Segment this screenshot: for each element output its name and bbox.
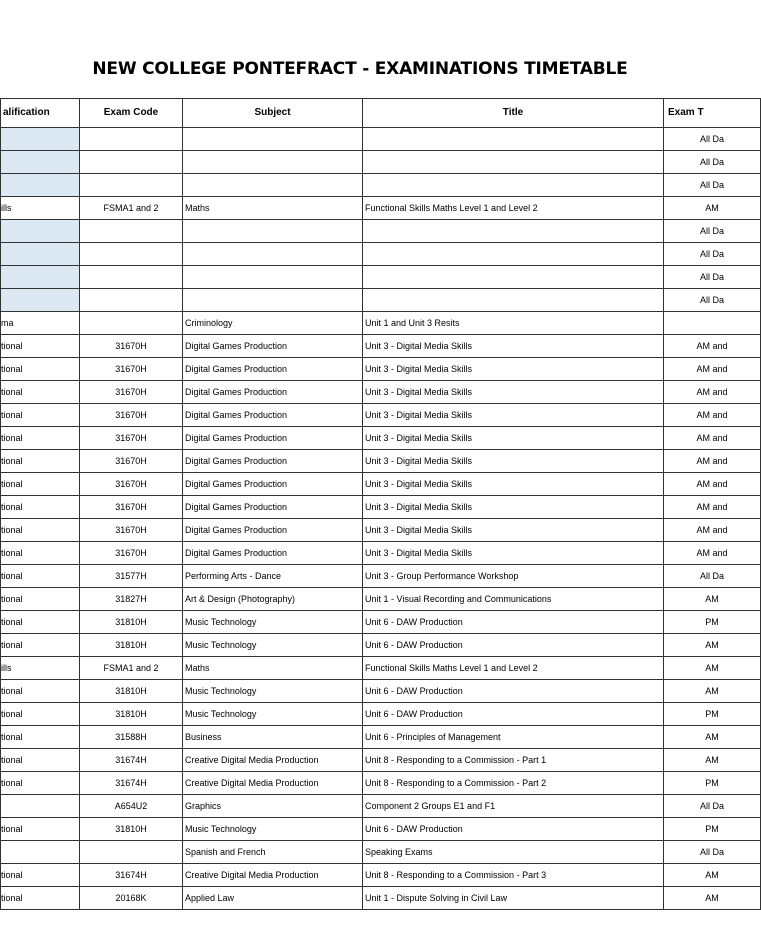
cell-qualification [1,220,80,243]
cell-title [363,128,664,151]
cell-qualification: tional [1,381,80,404]
cell-title: Functional Skills Maths Level 1 and Level 2 [363,197,664,220]
table-row [1,450,761,473]
cell-subject [183,243,363,266]
cell-qualification [1,174,80,197]
table-row [1,680,761,703]
table-row [1,289,761,312]
cell-exam-code: 31670H [80,381,183,404]
cell-exam-code: 31810H [80,634,183,657]
table-row [1,496,761,519]
cell-exam-code: 31827H [80,588,183,611]
table-row [1,703,761,726]
cell-qualification [1,795,80,818]
cell-exam-code: 31674H [80,772,183,795]
header-subject: Subject [183,99,363,128]
table-row [1,174,761,197]
cell-exam-code: 31670H [80,519,183,542]
cell-title: Unit 6 - DAW Production [363,818,664,841]
cell-subject: Business [183,726,363,749]
cell-exam-time: All Da [664,841,761,864]
table-row [1,220,761,243]
cell-exam-code: 31670H [80,542,183,565]
cell-exam-code: 31674H [80,749,183,772]
cell-qualification: tional [1,404,80,427]
cell-title [363,220,664,243]
cell-title: Unit 6 - DAW Production [363,703,664,726]
cell-qualification [1,151,80,174]
cell-title: Unit 3 - Digital Media Skills [363,542,664,565]
table-row [1,404,761,427]
cell-qualification: tional [1,427,80,450]
cell-qualification: tional [1,542,80,565]
cell-exam-time: PM [664,772,761,795]
cell-subject: Digital Games Production [183,427,363,450]
cell-exam-code: 31810H [80,680,183,703]
cell-subject: Music Technology [183,634,363,657]
table-row [1,565,761,588]
cell-exam-code [80,174,183,197]
cell-subject [183,289,363,312]
cell-title: Unit 3 - Digital Media Skills [363,427,664,450]
cell-exam-time: AM [664,588,761,611]
table-row [1,358,761,381]
cell-title [363,174,664,197]
cell-subject [183,128,363,151]
cell-exam-code: 31670H [80,404,183,427]
cell-title: Unit 6 - Principles of Management [363,726,664,749]
cell-exam-time: AM [664,634,761,657]
cell-subject: Performing Arts - Dance [183,565,363,588]
table-row [1,128,761,151]
cell-exam-time: All Da [664,128,761,151]
cell-exam-code [80,220,183,243]
cell-exam-time: AM and [664,404,761,427]
cell-exam-code: A654U2 [80,795,183,818]
table-row [1,266,761,289]
cell-exam-time: AM and [664,450,761,473]
cell-qualification: tional [1,887,80,910]
cell-subject: Digital Games Production [183,542,363,565]
cell-exam-time: All Da [664,151,761,174]
cell-title: Unit 1 and Unit 3 Resits [363,312,664,335]
cell-subject: Creative Digital Media Production [183,864,363,887]
cell-title: Unit 8 - Responding to a Commission - Part 3 [363,864,664,887]
table-row [1,243,761,266]
cell-exam-time: AM and [664,335,761,358]
cell-title: Unit 3 - Group Performance Workshop [363,565,664,588]
cell-qualification: ills [1,657,80,680]
cell-qualification: tional [1,565,80,588]
cell-exam-time: AM and [664,358,761,381]
cell-exam-code: 31810H [80,703,183,726]
cell-exam-time: AM and [664,473,761,496]
cell-subject: Digital Games Production [183,381,363,404]
cell-subject: Digital Games Production [183,473,363,496]
cell-subject: Criminology [183,312,363,335]
cell-subject [183,220,363,243]
cell-qualification: tional [1,473,80,496]
cell-qualification [1,128,80,151]
cell-qualification: tional [1,634,80,657]
cell-exam-code [80,312,183,335]
cell-title [363,289,664,312]
cell-exam-code: 31670H [80,473,183,496]
cell-exam-code: 31670H [80,335,183,358]
cell-subject: Digital Games Production [183,450,363,473]
table-row [1,795,761,818]
cell-qualification: ills [1,197,80,220]
table-row [1,381,761,404]
cell-subject: Digital Games Production [183,335,363,358]
cell-qualification: tional [1,864,80,887]
table-row [1,864,761,887]
cell-title: Component 2 Groups E1 and F1 [363,795,664,818]
cell-exam-code: FSMA1 and 2 [80,197,183,220]
cell-exam-time: AM [664,749,761,772]
cell-qualification: tional [1,335,80,358]
cell-exam-code: 31670H [80,427,183,450]
header-title: Title [363,99,664,128]
cell-title: Unit 1 - Visual Recording and Communications [363,588,664,611]
cell-exam-time: All Da [664,243,761,266]
cell-qualification: tional [1,450,80,473]
cell-exam-code [80,128,183,151]
cell-qualification [1,266,80,289]
cell-qualification: tional [1,611,80,634]
cell-title: Unit 3 - Digital Media Skills [363,404,664,427]
table-row [1,657,761,680]
cell-subject: Maths [183,657,363,680]
cell-qualification: tional [1,588,80,611]
table-row [1,473,761,496]
cell-qualification: tional [1,726,80,749]
cell-exam-code: 31670H [80,358,183,381]
cell-title: Unit 6 - DAW Production [363,680,664,703]
table-row [1,427,761,450]
table-row [1,818,761,841]
cell-title [363,151,664,174]
cell-subject: Graphics [183,795,363,818]
cell-title: Unit 6 - DAW Production [363,634,664,657]
cell-exam-code: FSMA1 and 2 [80,657,183,680]
table-row [1,634,761,657]
header-row [1,99,761,128]
cell-exam-time: All Da [664,289,761,312]
table-row [1,335,761,358]
cell-title: Functional Skills Maths Level 1 and Level 2 [363,657,664,680]
cell-exam-code [80,243,183,266]
cell-subject: Creative Digital Media Production [183,749,363,772]
cell-title: Speaking Exams [363,841,664,864]
cell-subject: Music Technology [183,680,363,703]
cell-exam-time: AM and [664,427,761,450]
cell-exam-time: AM and [664,519,761,542]
cell-exam-code: 31577H [80,565,183,588]
cell-title: Unit 3 - Digital Media Skills [363,450,664,473]
table-row [1,841,761,864]
cell-exam-time: AM and [664,542,761,565]
cell-exam-time: All Da [664,266,761,289]
cell-subject [183,174,363,197]
table-row [1,749,761,772]
cell-qualification: tional [1,703,80,726]
cell-exam-code: 20168K [80,887,183,910]
cell-exam-time: All Da [664,565,761,588]
table-row [1,588,761,611]
cell-exam-time: PM [664,818,761,841]
cell-exam-code: 31810H [80,818,183,841]
cell-subject: Music Technology [183,703,363,726]
cell-exam-time: AM and [664,496,761,519]
table-row [1,312,761,335]
cell-qualification: tional [1,519,80,542]
cell-subject: Digital Games Production [183,404,363,427]
cell-exam-time: PM [664,703,761,726]
cell-qualification: tional [1,772,80,795]
cell-subject: Music Technology [183,818,363,841]
cell-title: Unit 3 - Digital Media Skills [363,496,664,519]
cell-title: Unit 3 - Digital Media Skills [363,335,664,358]
cell-qualification: tional [1,496,80,519]
cell-exam-time: All Da [664,220,761,243]
cell-exam-time: AM [664,657,761,680]
table-row [1,151,761,174]
table-row [1,611,761,634]
cell-title: Unit 3 - Digital Media Skills [363,519,664,542]
cell-exam-time: PM [664,611,761,634]
cell-exam-code: 31810H [80,611,183,634]
cell-exam-time: AM [664,887,761,910]
cell-title: Unit 3 - Digital Media Skills [363,381,664,404]
cell-subject: Digital Games Production [183,496,363,519]
cell-exam-time: All Da [664,174,761,197]
cell-subject: Applied Law [183,887,363,910]
cell-exam-time: AM [664,726,761,749]
cell-exam-code [80,266,183,289]
cell-subject: Creative Digital Media Production [183,772,363,795]
table-body [1,128,761,910]
table-row [1,772,761,795]
cell-qualification [1,243,80,266]
cell-exam-time: AM and [664,381,761,404]
cell-subject: Spanish and French [183,841,363,864]
cell-exam-time: AM [664,197,761,220]
table-row [1,726,761,749]
cell-title: Unit 8 - Responding to a Commission - Part 2 [363,772,664,795]
cell-exam-time: AM [664,680,761,703]
cell-title: Unit 6 - DAW Production [363,611,664,634]
table-row [1,197,761,220]
cell-exam-time: AM [664,864,761,887]
cell-qualification: tional [1,358,80,381]
table-row [1,519,761,542]
exam-timetable [0,98,761,910]
cell-exam-code: 31670H [80,450,183,473]
cell-exam-time [664,312,761,335]
cell-subject: Art & Design (Photography) [183,588,363,611]
header-exam-code: Exam Code [80,99,183,128]
cell-subject: Maths [183,197,363,220]
cell-qualification [1,289,80,312]
cell-qualification [1,841,80,864]
cell-qualification: tional [1,818,80,841]
cell-qualification: tional [1,749,80,772]
table-row [1,887,761,910]
cell-exam-code: 31588H [80,726,183,749]
cell-qualification: ma [1,312,80,335]
cell-title: Unit 3 - Digital Media Skills [363,358,664,381]
header-qualification: alification [1,99,80,128]
cell-subject: Music Technology [183,611,363,634]
cell-qualification: tional [1,680,80,703]
cell-exam-time: All Da [664,795,761,818]
cell-subject [183,151,363,174]
cell-subject: Digital Games Production [183,358,363,381]
cell-title [363,266,664,289]
page-title: NEW COLLEGE PONTEFRACT - EXAMINATIONS TIMETABLE [92,59,628,79]
cell-title: Unit 3 - Digital Media Skills [363,473,664,496]
cell-exam-code [80,289,183,312]
cell-title [363,243,664,266]
header-exam-time: Exam T [664,99,761,128]
cell-exam-code: 31670H [80,496,183,519]
cell-subject: Digital Games Production [183,519,363,542]
cell-title: Unit 8 - Responding to a Commission - Part 1 [363,749,664,772]
cell-exam-code: 31674H [80,864,183,887]
cell-title: Unit 1 - Dispute Solving in Civil Law [363,887,664,910]
table-row [1,542,761,565]
cell-exam-code [80,151,183,174]
cell-exam-code [80,841,183,864]
cell-subject [183,266,363,289]
